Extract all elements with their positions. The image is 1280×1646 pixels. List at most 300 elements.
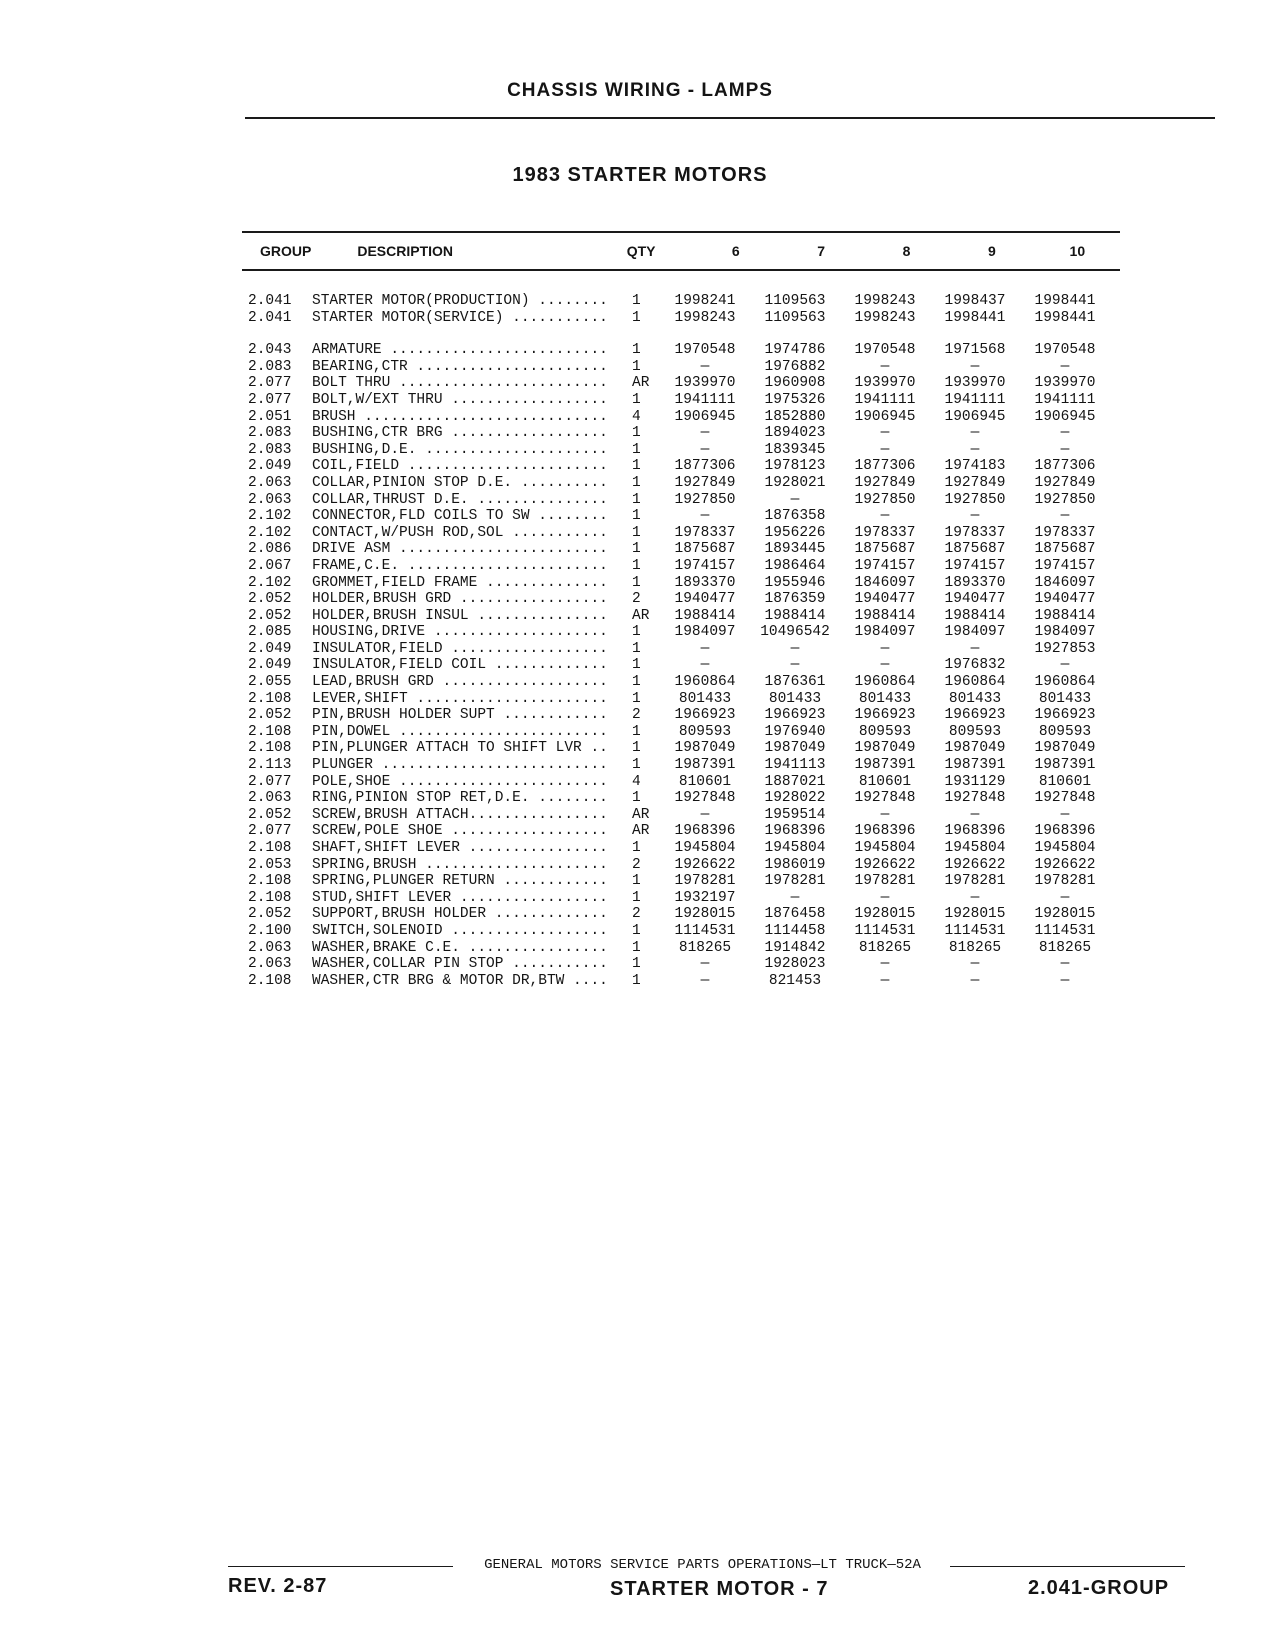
column-header-description: DESCRIPTION <box>357 243 454 259</box>
group-cell: 2.077 <box>248 773 292 790</box>
part-number-cell: 1978281 <box>674 873 736 890</box>
table-row <box>242 342 1120 359</box>
part-number-cell: 1970548 <box>1034 342 1096 359</box>
qty-cell: 1 <box>632 474 641 491</box>
part-number-cell: 1987391 <box>674 757 736 774</box>
part-number-cell: 1984097 <box>1034 624 1096 641</box>
group-cell: 2.102 <box>248 524 292 541</box>
part-number-cell: 809593 <box>678 723 732 740</box>
part-number-cell: 1928021 <box>764 474 826 491</box>
part-number-cell: 818265 <box>858 939 912 956</box>
group-cell: 2.077 <box>248 391 292 408</box>
description-cell: SCREW,BRUSH ATTACH................ <box>312 806 608 823</box>
part-number-cell: 1984097 <box>674 624 736 641</box>
part-number-cell: 1986464 <box>764 557 826 574</box>
part-number-cell: 1974183 <box>944 458 1006 475</box>
part-number-cell: 1978337 <box>1034 524 1096 541</box>
part-number-cell: 1876361 <box>764 674 826 691</box>
part-number-cell: 818265 <box>678 939 732 956</box>
part-number-cell: 1109563 <box>764 309 826 326</box>
part-number-cell: 1987391 <box>944 757 1006 774</box>
column-header-group: GROUP <box>260 243 312 259</box>
part-number-cell: 1960864 <box>674 674 736 691</box>
part-number-cell: 1968396 <box>1034 823 1096 840</box>
qty-cell: 1 <box>632 640 641 657</box>
table-row <box>242 558 1120 575</box>
part-number-cell: 1966923 <box>854 707 916 724</box>
table-row <box>242 823 1120 840</box>
description-cell: COLLAR,THRUST D.E. ............... <box>312 491 608 508</box>
part-number-cell: 1940477 <box>854 591 916 608</box>
part-number-cell: 1906945 <box>1034 408 1096 425</box>
group-cell: 2.086 <box>248 541 292 558</box>
part-number-cell: 1927850 <box>1034 491 1096 508</box>
part-number-cell: 1987049 <box>674 740 736 757</box>
description-cell: STUD,SHIFT LEVER ................. <box>312 889 608 906</box>
part-number-cell: 1987049 <box>1034 740 1096 757</box>
part-number-cell: 1927848 <box>674 790 736 807</box>
table-row <box>242 857 1120 874</box>
part-number-cell: 1928022 <box>764 790 826 807</box>
part-number-cell: 1114458 <box>764 922 826 939</box>
part-number-cell: 1960864 <box>944 674 1006 691</box>
description-cell: WASHER,COLLAR PIN STOP ........... <box>312 956 608 973</box>
description-cell: WASHER,CTR BRG & MOTOR DR,BTW .... <box>312 972 608 989</box>
part-number-cell: 801433 <box>768 690 822 707</box>
table-row <box>242 906 1120 923</box>
parts-table <box>242 231 1120 989</box>
description-cell: BEARING,CTR ...................... <box>312 358 608 375</box>
group-cell: 2.083 <box>248 425 292 442</box>
table-row <box>242 724 1120 741</box>
part-number-cell: 1927849 <box>854 474 916 491</box>
part-number-cell: 1893445 <box>764 541 826 558</box>
group-cell: 2.041 <box>248 309 292 326</box>
part-number-cell: 1974157 <box>944 557 1006 574</box>
description-cell: SHAFT,SHIFT LEVER ................ <box>312 840 608 856</box>
footer-rule-left <box>228 1566 453 1567</box>
description-cell: BUSHING,CTR BRG .................. <box>312 425 608 442</box>
part-number-cell: — <box>970 441 980 458</box>
column-header-6: 6 <box>731 243 740 259</box>
part-number-cell: 1945804 <box>674 840 736 856</box>
part-number-cell: — <box>880 657 890 674</box>
part-number-cell: 1931129 <box>944 773 1006 790</box>
table-row <box>242 641 1120 658</box>
table-row <box>242 541 1120 558</box>
table-row <box>242 840 1120 857</box>
part-number-cell: — <box>700 956 710 973</box>
qty-cell: 1 <box>632 674 641 691</box>
group-cell: 2.083 <box>248 441 292 458</box>
table-body <box>242 271 1120 989</box>
part-number-cell: 1914842 <box>764 939 826 956</box>
qty-cell: 1 <box>632 425 641 442</box>
part-number-cell: 1987391 <box>1034 757 1096 774</box>
part-number-cell: 1978281 <box>1034 873 1096 890</box>
part-number-cell: 809593 <box>948 723 1002 740</box>
description-cell: LEVER,SHIFT ...................... <box>312 690 608 707</box>
part-number-cell: 1998437 <box>944 293 1006 309</box>
part-number-cell: 1988414 <box>764 607 826 624</box>
footer-section-title: STARTER MOTOR - 7 <box>610 1578 829 1600</box>
table-row <box>242 575 1120 592</box>
description-cell: SCREW,POLE SHOE .................. <box>312 823 608 840</box>
part-number-cell: — <box>790 657 800 674</box>
part-number-cell: 1970548 <box>854 342 916 359</box>
qty-cell: 2 <box>632 707 641 724</box>
part-number-cell: 1875687 <box>854 541 916 558</box>
qty-cell: 2 <box>632 591 641 608</box>
part-number-cell: 1939970 <box>854 375 916 392</box>
part-number-cell: 1876458 <box>764 906 826 923</box>
part-number-cell: 1926622 <box>944 856 1006 873</box>
part-number-cell: 1945804 <box>764 840 826 856</box>
part-number-cell: 1966923 <box>1034 707 1096 724</box>
part-number-cell: 1976882 <box>764 358 826 375</box>
qty-cell: AR <box>632 607 650 624</box>
description-cell: STARTER MOTOR(PRODUCTION) ........ <box>312 293 608 309</box>
part-number-cell: — <box>880 806 890 823</box>
group-cell: 2.049 <box>248 640 292 657</box>
part-number-cell: 1939970 <box>944 375 1006 392</box>
part-number-cell: 1987049 <box>854 740 916 757</box>
table-header-row <box>242 233 1120 271</box>
part-number-cell: 1966923 <box>674 707 736 724</box>
part-number-cell: — <box>700 657 710 674</box>
part-number-cell: 809593 <box>1038 723 1092 740</box>
table-row <box>242 774 1120 791</box>
group-cell: 2.108 <box>248 972 292 989</box>
table-row <box>242 442 1120 459</box>
header-divider <box>245 117 1215 119</box>
part-number-cell: 801433 <box>1038 690 1092 707</box>
table-row <box>242 657 1120 674</box>
group-cell: 2.063 <box>248 491 292 508</box>
part-number-cell: 1998243 <box>854 309 916 326</box>
qty-cell: 1 <box>632 657 641 674</box>
part-number-cell: 1928015 <box>944 906 1006 923</box>
description-cell: HOLDER,BRUSH GRD ................. <box>312 591 608 608</box>
table-row <box>242 973 1120 990</box>
column-header-10: 10 <box>1069 243 1086 259</box>
part-number-cell: 1114531 <box>674 922 736 939</box>
table-row <box>242 956 1120 973</box>
group-cell: 2.063 <box>248 474 292 491</box>
description-cell: HOLDER,BRUSH INSUL ............... <box>312 607 608 624</box>
part-number-cell: 1974157 <box>674 557 736 574</box>
part-number-cell: — <box>1060 972 1070 989</box>
part-number-cell: 1998241 <box>674 293 736 309</box>
part-number-cell: 1960864 <box>1034 674 1096 691</box>
table-row <box>242 425 1120 442</box>
group-cell: 2.108 <box>248 690 292 707</box>
part-number-cell: 1852880 <box>764 408 826 425</box>
part-number-cell: 1987049 <box>944 740 1006 757</box>
group-cell: 2.053 <box>248 856 292 873</box>
part-number-cell: 1975326 <box>764 391 826 408</box>
table-row <box>242 757 1120 774</box>
group-cell: 2.083 <box>248 358 292 375</box>
column-header-9: 9 <box>988 243 996 259</box>
table-row <box>242 508 1120 525</box>
description-cell: PLUNGER .......................... <box>312 757 608 774</box>
column-header-7: 7 <box>817 243 826 259</box>
part-number-cell: — <box>970 889 980 906</box>
qty-cell: 1 <box>632 939 641 956</box>
part-number-cell: — <box>880 640 890 657</box>
part-number-cell: — <box>880 956 890 973</box>
part-number-cell: 1876358 <box>764 508 826 525</box>
table-row <box>242 359 1120 376</box>
part-number-cell: 1988414 <box>674 607 736 624</box>
qty-cell: AR <box>632 823 650 840</box>
qty-cell: 1 <box>632 740 641 757</box>
part-number-cell: 1978281 <box>944 873 1006 890</box>
part-number-cell: 1876359 <box>764 591 826 608</box>
group-cell: 2.063 <box>248 790 292 807</box>
part-number-cell: — <box>790 491 800 508</box>
qty-cell: 1 <box>632 342 641 359</box>
qty-cell: 1 <box>632 624 641 641</box>
part-number-cell: 1926622 <box>1034 856 1096 873</box>
part-number-cell: — <box>880 425 890 442</box>
description-cell: PIN,DOWEL ........................ <box>312 723 608 740</box>
description-cell: BOLT,W/EXT THRU .................. <box>312 391 608 408</box>
part-number-cell: 1956226 <box>764 524 826 541</box>
part-number-cell: 1978123 <box>764 458 826 475</box>
part-number-cell: — <box>970 425 980 442</box>
part-number-cell: — <box>700 425 710 442</box>
group-cell: 2.102 <box>248 508 292 525</box>
part-number-cell: 1941111 <box>854 391 916 408</box>
part-number-cell: 1926622 <box>854 856 916 873</box>
part-number-cell: — <box>700 640 710 657</box>
table-row <box>242 492 1120 509</box>
group-cell: 2.052 <box>248 906 292 923</box>
part-number-cell: — <box>970 358 980 375</box>
part-number-cell: — <box>700 508 710 525</box>
part-number-cell: 1945804 <box>1034 840 1096 856</box>
part-number-cell: — <box>1060 806 1070 823</box>
group-cell: 2.051 <box>248 408 292 425</box>
description-cell: FRAME,C.E. ....................... <box>312 557 608 574</box>
description-cell: GROMMET,FIELD FRAME .............. <box>312 574 608 591</box>
part-number-cell: 1960908 <box>764 375 826 392</box>
table-row <box>242 392 1120 409</box>
part-number-cell: 1998243 <box>854 293 916 309</box>
part-number-cell: 1968396 <box>764 823 826 840</box>
table-row <box>242 940 1120 957</box>
part-number-cell: 1987391 <box>854 757 916 774</box>
qty-cell: 1 <box>632 690 641 707</box>
part-number-cell: 1939970 <box>674 375 736 392</box>
part-number-cell: 1941111 <box>674 391 736 408</box>
footer-group-number: 2.041-GROUP <box>1028 1577 1170 1599</box>
qty-cell: 2 <box>632 906 641 923</box>
group-cell: 2.108 <box>248 740 292 757</box>
qty-cell: 1 <box>632 922 641 939</box>
part-number-cell: 1887021 <box>764 773 826 790</box>
part-number-cell: 801433 <box>678 690 732 707</box>
table-row <box>242 740 1120 757</box>
qty-cell: 1 <box>632 790 641 807</box>
part-number-cell: 1927848 <box>854 790 916 807</box>
part-number-cell: 1998243 <box>674 309 736 326</box>
part-number-cell: 1939970 <box>1034 375 1096 392</box>
part-number-cell: 1978337 <box>944 524 1006 541</box>
table-row <box>242 707 1120 724</box>
part-number-cell: 1976940 <box>764 723 826 740</box>
part-number-cell: 1970548 <box>674 342 736 359</box>
group-cell: 2.108 <box>248 840 292 856</box>
table-row <box>242 807 1120 824</box>
group-cell: 2.052 <box>248 707 292 724</box>
part-number-cell: 1974157 <box>1034 557 1096 574</box>
description-cell: RING,PINION STOP RET,D.E. ........ <box>312 790 608 807</box>
part-number-cell: 1877306 <box>854 458 916 475</box>
part-number-cell: — <box>700 441 710 458</box>
table-row <box>242 691 1120 708</box>
qty-cell: 4 <box>632 408 641 425</box>
part-number-cell: 1894023 <box>764 425 826 442</box>
part-number-cell: 1998441 <box>1034 309 1096 326</box>
part-number-cell: — <box>1060 425 1070 442</box>
part-number-cell: 1928015 <box>1034 906 1096 923</box>
qty-cell: 1 <box>632 524 641 541</box>
part-number-cell: 1877306 <box>1034 458 1096 475</box>
description-cell: INSULATOR,FIELD COIL ............. <box>312 657 608 674</box>
group-cell: 2.052 <box>248 591 292 608</box>
column-header-8: 8 <box>902 243 911 259</box>
part-number-cell: 1960864 <box>854 674 916 691</box>
part-number-cell: 1941111 <box>944 391 1006 408</box>
part-number-cell: — <box>880 441 890 458</box>
qty-cell: 1 <box>632 293 641 309</box>
part-number-cell: 1968396 <box>674 823 736 840</box>
part-number-cell: 1988414 <box>944 607 1006 624</box>
description-cell: STARTER MOTOR(SERVICE) ........... <box>312 309 608 326</box>
part-number-cell: 1945804 <box>944 840 1006 856</box>
part-number-cell: 1978337 <box>674 524 736 541</box>
table-row <box>242 624 1120 641</box>
part-number-cell: 1940477 <box>1034 591 1096 608</box>
description-cell: BOLT THRU ........................ <box>312 375 608 392</box>
part-number-cell: 1927848 <box>944 790 1006 807</box>
qty-cell: 1 <box>632 757 641 774</box>
description-cell: POLE,SHOE ........................ <box>312 773 608 790</box>
part-number-cell: 1988414 <box>1034 607 1096 624</box>
part-number-cell: — <box>880 358 890 375</box>
part-number-cell: — <box>700 972 710 989</box>
description-cell: INSULATOR,FIELD .................. <box>312 640 608 657</box>
part-number-cell: 1928015 <box>674 906 736 923</box>
part-number-cell: 1932197 <box>674 889 736 906</box>
qty-cell: 1 <box>632 889 641 906</box>
part-number-cell: 1846097 <box>1034 574 1096 591</box>
part-number-cell: 821453 <box>768 972 822 989</box>
footer-revision: REV. 2-87 <box>228 1575 328 1597</box>
part-number-cell: 1978337 <box>854 524 916 541</box>
part-number-cell: 1927853 <box>1034 640 1096 657</box>
part-number-cell: — <box>880 972 890 989</box>
part-number-cell: 1839345 <box>764 441 826 458</box>
description-cell: BUSHING,D.E. ..................... <box>312 441 608 458</box>
description-cell: SPRING,BRUSH ..................... <box>312 856 608 873</box>
table-row <box>242 790 1120 807</box>
part-number-cell: 1906945 <box>674 408 736 425</box>
qty-cell: 1 <box>632 508 641 525</box>
part-number-cell: 801433 <box>948 690 1002 707</box>
description-cell: SUPPORT,BRUSH HOLDER ............. <box>312 906 608 923</box>
qty-cell: 1 <box>632 574 641 591</box>
description-cell: PIN,BRUSH HOLDER SUPT ............ <box>312 707 608 724</box>
group-cell: 2.108 <box>248 889 292 906</box>
part-number-cell: — <box>1060 889 1070 906</box>
qty-cell: 1 <box>632 873 641 890</box>
description-cell: DRIVE ASM ........................ <box>312 541 608 558</box>
description-cell: SPRING,PLUNGER RETURN ............ <box>312 873 608 890</box>
part-number-cell: 1941113 <box>764 757 826 774</box>
part-number-cell: 1926622 <box>674 856 736 873</box>
part-number-cell: 1875687 <box>674 541 736 558</box>
part-number-cell: 1945804 <box>854 840 916 856</box>
group-cell: 2.108 <box>248 873 292 890</box>
part-number-cell: — <box>1060 358 1070 375</box>
part-number-cell: 1893370 <box>944 574 1006 591</box>
part-number-cell: 1966923 <box>944 707 1006 724</box>
table-row <box>242 591 1120 608</box>
table-row <box>242 475 1120 492</box>
part-number-cell: 1875687 <box>944 541 1006 558</box>
part-number-cell: 1928015 <box>854 906 916 923</box>
part-number-cell: 1940477 <box>944 591 1006 608</box>
description-cell: LEAD,BRUSH GRD ................... <box>312 674 608 691</box>
qty-cell: 2 <box>632 856 641 873</box>
footer-rule-right <box>945 1566 1185 1567</box>
part-number-cell: — <box>1060 508 1070 525</box>
qty-cell: 4 <box>632 773 641 790</box>
part-number-cell: 1978281 <box>764 873 826 890</box>
description-cell: ARMATURE ......................... <box>312 342 608 359</box>
part-number-cell: 10496542 <box>760 624 830 641</box>
description-cell: CONTACT,W/PUSH ROD,SOL ........... <box>312 524 608 541</box>
description-cell: COLLAR,PINION STOP D.E. .......... <box>312 474 608 491</box>
description-cell: WASHER,BRAKE C.E. ................ <box>312 939 608 956</box>
group-cell: 2.041 <box>248 293 292 309</box>
qty-cell: AR <box>632 375 650 392</box>
part-number-cell: 1846097 <box>854 574 916 591</box>
part-number-cell: 1988414 <box>854 607 916 624</box>
group-cell: 2.113 <box>248 757 292 774</box>
part-number-cell: 1114531 <box>854 922 916 939</box>
table-row <box>242 293 1120 310</box>
group-cell: 2.049 <box>248 657 292 674</box>
part-number-cell: 818265 <box>1038 939 1092 956</box>
part-number-cell: 1984097 <box>944 624 1006 641</box>
group-cell: 2.043 <box>248 342 292 359</box>
part-number-cell: 1941111 <box>1034 391 1096 408</box>
part-number-cell: 1893370 <box>674 574 736 591</box>
group-cell: 2.067 <box>248 557 292 574</box>
part-number-cell: 1974786 <box>764 342 826 359</box>
part-number-cell: 1927849 <box>1034 474 1096 491</box>
column-header-qty: QTY <box>626 243 656 259</box>
part-number-cell: 810601 <box>858 773 912 790</box>
part-number-cell: 1986019 <box>764 856 826 873</box>
part-number-cell: — <box>1060 657 1070 674</box>
qty-cell: 1 <box>632 723 641 740</box>
